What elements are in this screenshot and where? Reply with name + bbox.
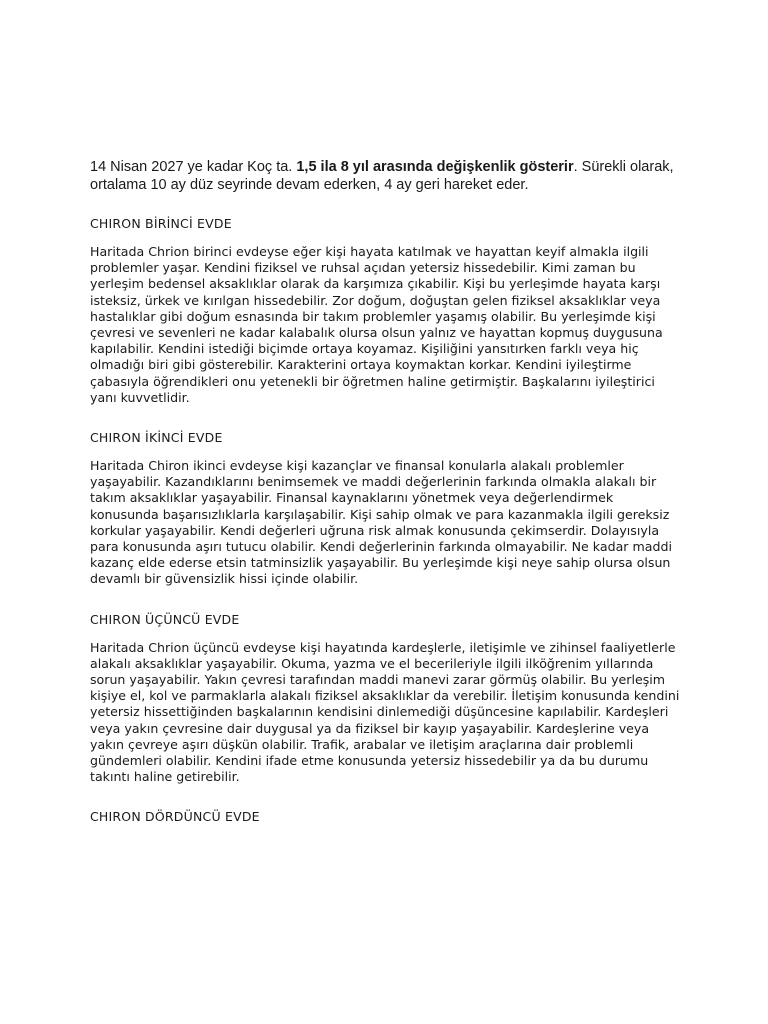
section-heading-second-house: CHIRON İKİNCİ EVDE	[90, 430, 223, 446]
section-heading-fourth-house: CHIRON DÖRDÜNCÜ EVDE	[90, 809, 260, 825]
section-body-third-house: Haritada Chrion üçüncü evdeyse kişi hayatında kardeşlerle, iletişimle ve zihinsel faaliyetlerle alakalı aksaklıklar yaşayabilir. Okuma, yazma ve el becerileriyle ilgili ilköğrenim yıllarında sorun yaşayabilir. Yakın çevresi tarafından maddi manevi zarar görmüş olabilir. Bu yerleşim kişiye el, kol ve parmaklarla alakalı fiziksel aksaklıklar da verebilir. İletişim konusunda kendini yetersiz hissettiğinden başkalarının kendisini dinlemediği düşüncesine kapılabilir. Kardeşleri veya yakın çevresine dair duygusal ya da fiziksel bir kayıp yaşayabilir. Kardeşlerine veya yakın çevreye aşırı düşkün olabilir. Trafik, arabalar ve iletişim araçlarına dair problemli gündemleri olabilir. Kendini ifade etme konusunda yetersiz hissedebilir ya da bu durumu takıntı haline getirebilir.	[90, 639, 680, 785]
section-body-second-house: Haritada Chiron ikinci evdeyse kişi kazançlar ve finansal konularla alakalı problemler yaşayabilir. Kazandıklarını benimsemek ve maddi değerlerinin farkında olmakla alakalı bir takım aksaklıklar yaşayabilir. Finansal kaynaklarını yönetmek veya değerlendirmek konusunda başarısızlıklarla karşılaşabilir. Kişi sahip olmak ve para kazanmakla ilgili gereksiz korkular yaşayabilir. Kendi değerleri uğruna risk almak konusunda çekimserdir. Dolayısıyla para konusunda aşırı tutucu olabilir. Kendi değerlerinin farkında olmayabilir. Ne kadar maddi kazanç elde ederse etsin tatminsizlik yaşayabilir. Bu yerleşimde kişi neye sahip olursa olsun devamlı bir güvensizlik hissi içinde olabilir.	[90, 458, 672, 587]
intro-bold-text: 1,5 ila 8 yıl arasında değişkenlik gösterir	[296, 159, 574, 175]
section-heading-third-house: CHIRON ÜÇÜNCÜ EVDE	[90, 611, 240, 627]
section-body-first-house: Haritada Chrion birinci evdeyse eğer kişi hayata katılmak ve hayattan keyif almakla ilgili problemler yaşar. Kendini fiziksel ve ruhsal açıdan yetersiz hissedebilir. Kimi zaman bu yerleşim bedensel aksaklıklar olarak da karşımıza çıkabilir. Kişi bu yerleşimde hayata karşı isteksiz, ürkek ve kırılgan hissedebilir. Zor doğum, doğuştan gelen fiziksel aksaklıklar veya hastalıklar gibi doğum esnasında bir takım problemler yaşamış olabilir. Bu yerleşimde kişi çevresi ve sevenleri ne kadar kalabalık olursa olsun yalnız ve hayattan kopmuş duygusuna kapılabilir. Kendini istediği biçimde ortaya koyamaz. Kişiliğini yansıtırken farklı veya hiç olmadığı biri gibi gösterebilir. Karakterini ortaya koymaktan korkar. Kendini iyileştirme çabasıyla öğrendikleri onu yetenekli bir öğretmen haline getirmiştir. Başkalarını iyileştirici yanı kuvvetlidir.	[90, 244, 663, 405]
document-page	[90, 158, 690, 837]
intro-paragraph	[90, 158, 690, 194]
section-heading-first-house: CHIRON BİRİNCİ EVDE	[90, 216, 232, 231]
intro-text-end: . Sürekli olarak, ortalama 10 ay düz seyrinde devam ederken, 4 ay geri hareket eder.	[90, 159, 674, 193]
intro-text-start: 14 Nisan 2027 ye kadar Koç ta.	[90, 159, 297, 175]
